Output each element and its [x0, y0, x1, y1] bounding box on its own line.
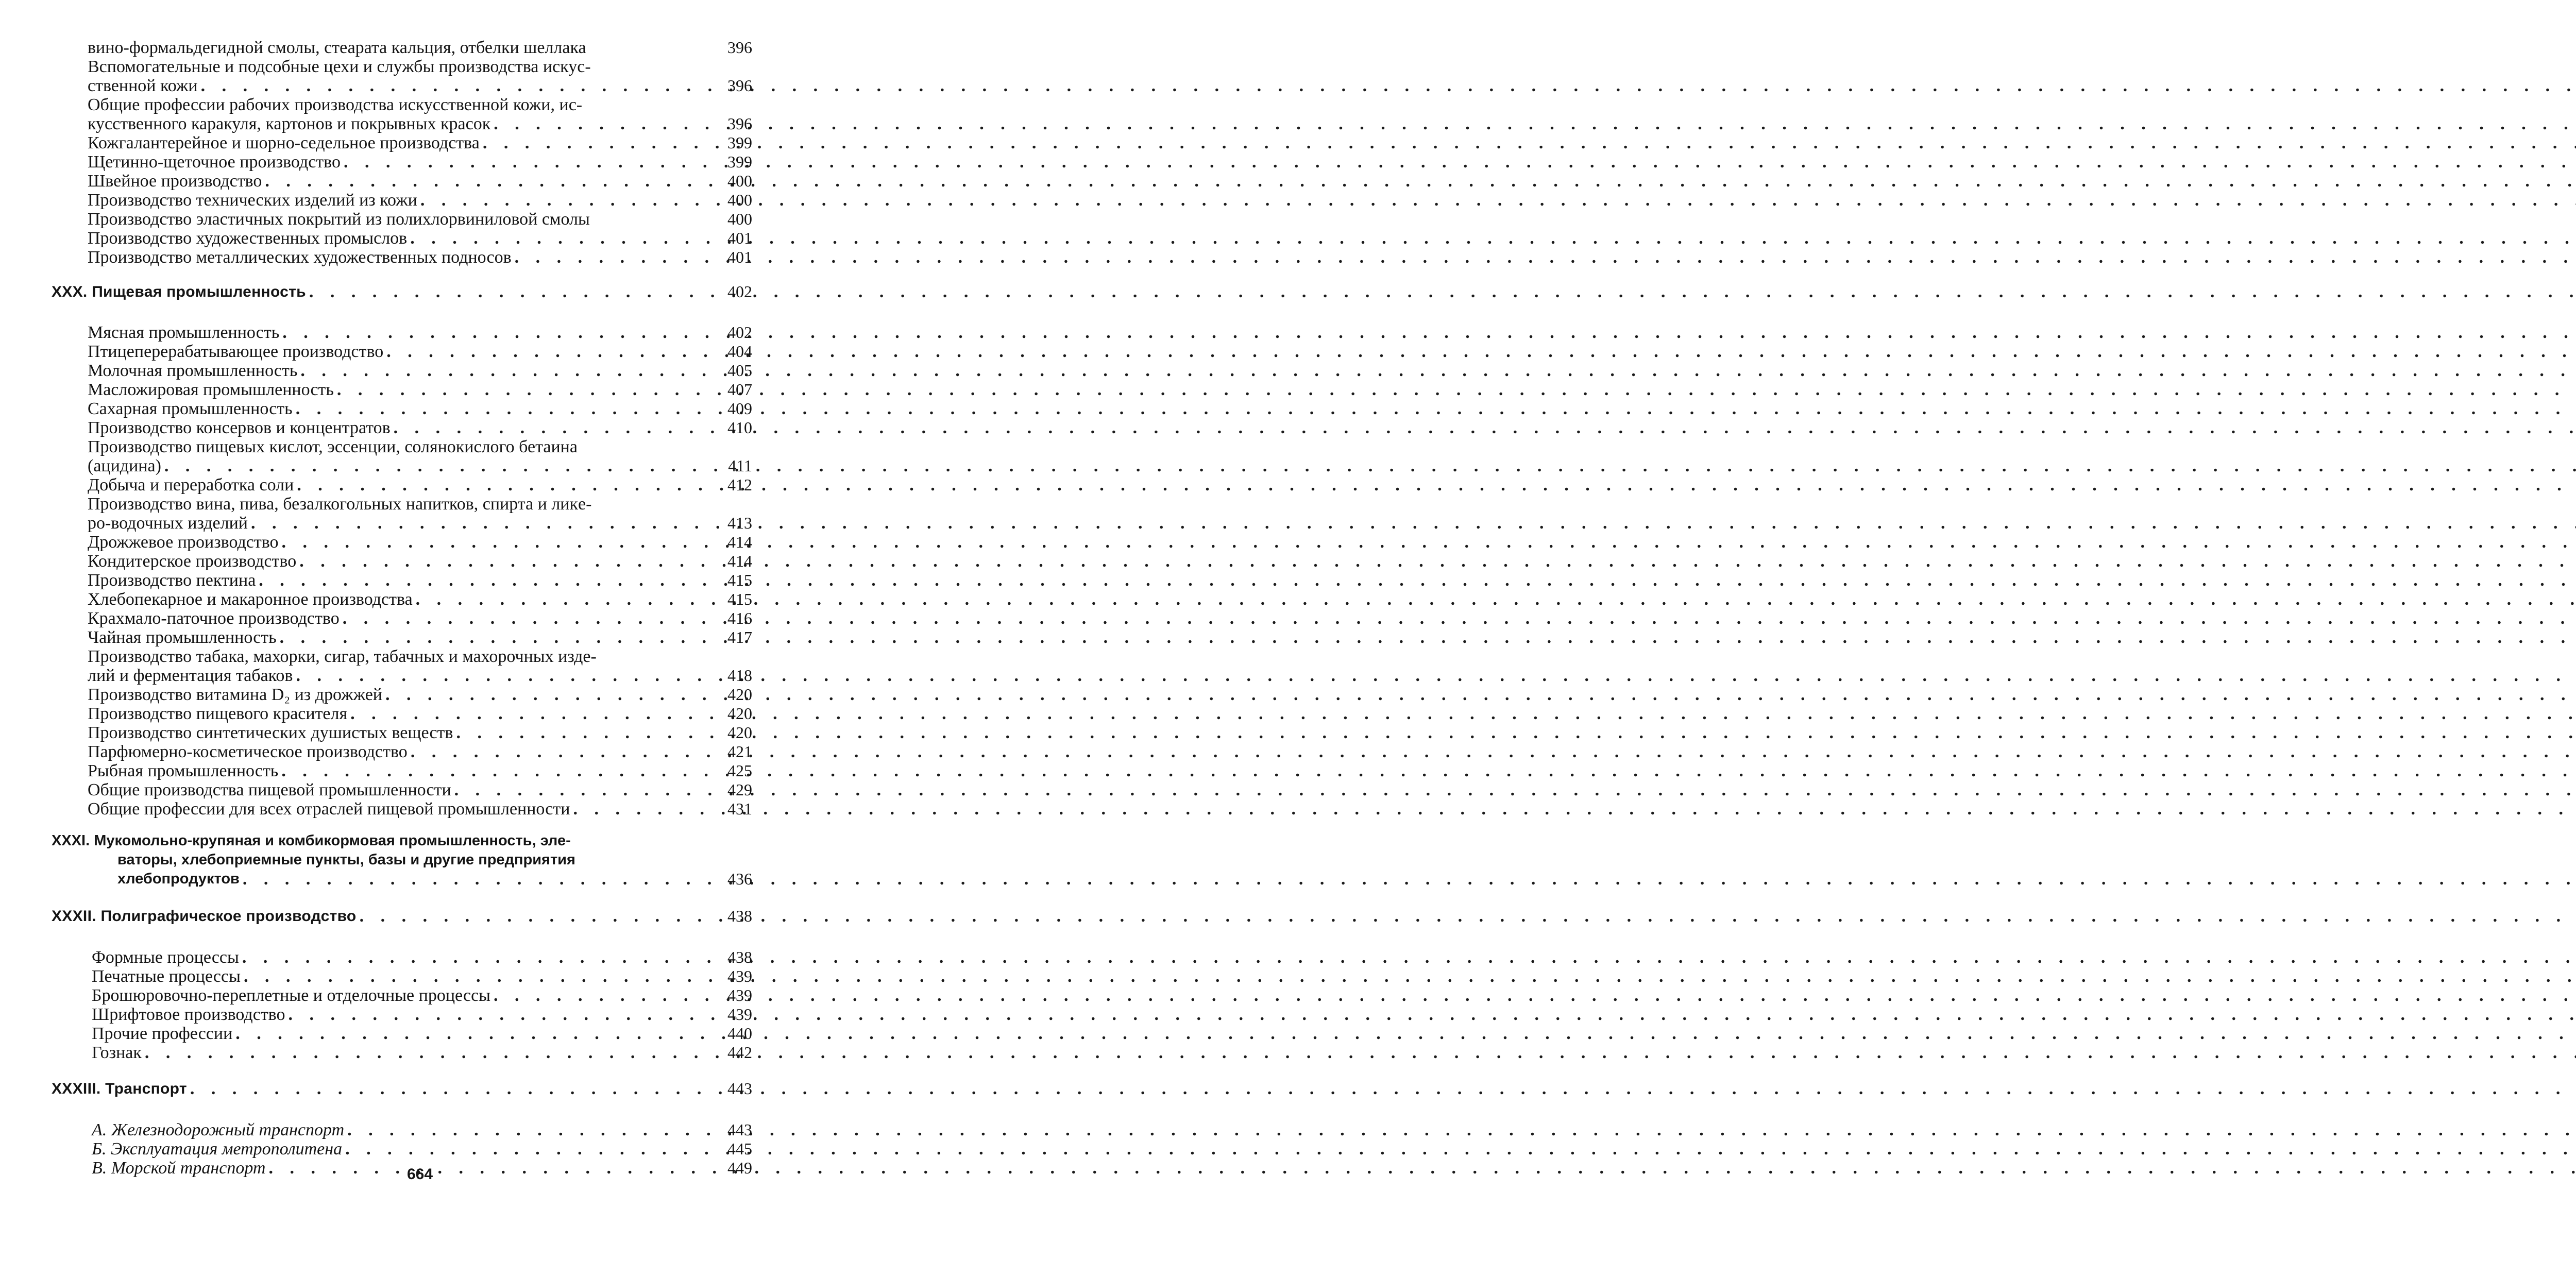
toc-page-number: 443 — [727, 1079, 752, 1098]
toc-page-number: 399 — [727, 152, 752, 171]
toc-entry — [88, 552, 706, 571]
toc-entry — [88, 456, 706, 475]
dot-leader — [347, 1120, 2576, 1139]
dot-leader — [337, 380, 2576, 399]
toc-entry-title: Шрифтовое производство — [92, 1005, 285, 1024]
toc-entry-title: кусственного каракуля, картонов и покрывных красок — [88, 114, 491, 133]
toc-entry — [88, 323, 706, 342]
toc-page-number: 440 — [727, 1024, 752, 1043]
toc-entry — [52, 831, 706, 850]
toc-entry — [92, 1043, 706, 1062]
toc-entry — [117, 850, 706, 870]
toc-page-number: 404 — [727, 342, 752, 361]
toc-entry-title: Производство художественных промыслов — [88, 229, 408, 248]
toc-entry — [88, 723, 706, 742]
dot-leader — [201, 76, 2576, 95]
toc-entry — [88, 210, 706, 229]
toc-entry — [92, 1139, 706, 1159]
toc-page-number: 449 — [727, 1159, 752, 1177]
dot-leader — [299, 552, 2576, 571]
toc-entry-title: ро-водочных изделий — [88, 514, 248, 533]
toc-entry-title: Производство синтетических душистых веществ — [88, 723, 453, 742]
toc-entry-title: Молочная промышленность — [88, 361, 298, 380]
toc-page-number: 429 — [727, 780, 752, 799]
toc-page-number: 414 — [727, 552, 752, 570]
dot-leader — [573, 799, 2576, 819]
toc-entry-title: Крахмало-паточное производство — [88, 609, 340, 628]
toc-entry — [88, 742, 706, 761]
dot-leader — [483, 133, 2576, 152]
toc-entry — [92, 1024, 706, 1043]
toc-page-number: 439 — [727, 1005, 752, 1024]
dot-leader — [242, 948, 2576, 967]
toc-page-number: 415 — [727, 571, 752, 589]
toc-entry-title: XXXI. Мукомольно-крупяная и комбикормовая промышленность, эле- — [52, 832, 571, 849]
toc-entry-title: Парфюмерно-косметическое производство — [88, 742, 408, 761]
toc-entry-title: Производство технических изделий из кожи — [88, 191, 417, 210]
toc-entry-title: Хлебопекарное и макаронное производства — [88, 590, 413, 609]
toc-page-number: 439 — [727, 986, 752, 1004]
toc-entry-title: ственной кожи — [88, 76, 198, 95]
dot-leader — [456, 723, 2576, 742]
toc-page-number: 401 — [727, 248, 752, 266]
toc-entry — [52, 907, 706, 926]
toc-page-number: 418 — [727, 666, 752, 685]
toc-entry — [88, 361, 706, 380]
toc-entry-title: Производство витамина D₂ из дрожжей — [88, 685, 383, 704]
toc-page-number: 414 — [727, 533, 752, 551]
toc-page-number: 439 — [727, 967, 752, 985]
toc-page-number: 436 — [727, 870, 752, 888]
dot-leader — [360, 907, 2576, 926]
toc-entry-title: Производство металлических художественных подносов — [88, 248, 512, 267]
toc-entry — [88, 114, 706, 133]
dot-leader — [164, 456, 2576, 475]
toc-entry — [88, 590, 706, 609]
toc-entry-title: Производство пищевых кислот, эссенции, солянокислого бетаина — [88, 437, 578, 456]
toc-entry-title: Добыча и переработка соли — [88, 475, 294, 495]
toc-entry-title: XXXII. Полиграфическое производство — [52, 908, 357, 925]
dot-leader — [345, 1139, 2576, 1159]
dot-leader — [386, 342, 2576, 361]
dot-leader — [309, 282, 2576, 301]
toc-entry-title: вино-формальдегидной смолы, стеарата кальция, отбелки шеллака — [88, 38, 586, 57]
toc-entry-title: Производство консервов и концентратов — [88, 418, 391, 437]
toc-entry-title: лий и ферментация табаков — [88, 666, 293, 685]
dot-leader — [282, 533, 2576, 552]
toc-entry — [92, 1005, 706, 1024]
toc-entry — [92, 986, 706, 1005]
dot-leader — [344, 152, 2576, 172]
dot-leader — [281, 761, 2576, 780]
dot-leader — [343, 609, 2576, 628]
toc-entry — [88, 76, 706, 95]
toc-entry — [88, 647, 706, 666]
toc-entry-title: Гознак — [92, 1043, 142, 1062]
toc-entry — [52, 282, 706, 301]
toc-page-number: 417 — [727, 628, 752, 646]
toc-entry — [88, 475, 706, 495]
toc-entry — [88, 380, 706, 399]
dot-leader — [296, 666, 2576, 685]
toc-page-number: 420 — [727, 723, 752, 742]
toc-entry-title: XXXIII. Транспорт — [52, 1080, 187, 1097]
toc-entry — [88, 133, 706, 152]
toc-page-number: 431 — [727, 799, 752, 818]
toc-entry-title: Дрожжевое производство — [88, 533, 279, 552]
dot-leader — [454, 780, 2576, 799]
toc-entry-title: Формные процессы — [92, 948, 239, 967]
toc-entry — [88, 399, 706, 418]
dot-leader — [265, 172, 2576, 191]
toc-page-number: 413 — [727, 514, 752, 532]
toc-entry — [88, 704, 706, 723]
toc-entry-title: Кожгалантерейное и шорно-седельное производства — [88, 133, 480, 152]
dot-leader — [190, 1079, 2576, 1098]
toc-page-number: 425 — [727, 761, 752, 780]
toc-entry-title: ваторы, хлебоприемные пункты, базы и другие предприятия — [117, 852, 575, 868]
toc-entry-title: Швейное производство — [88, 172, 262, 191]
toc-entry-title: Общие профессии рабочих производства искусственной кожи, ис- — [88, 95, 583, 114]
toc-page-number: 396 — [727, 38, 752, 57]
toc-page-number: 420 — [727, 685, 752, 704]
toc-entry — [88, 780, 706, 799]
toc-entry-title: Печатные процессы — [92, 967, 241, 986]
dot-leader — [515, 248, 2576, 267]
toc-entry-title: В. Морской транспорт — [92, 1159, 266, 1178]
toc-page-number: 401 — [727, 229, 752, 247]
dot-leader — [296, 399, 2576, 418]
toc-entry-title: Вспомогательные и подсобные цехи и службы производства искус- — [88, 57, 591, 76]
toc-entry — [88, 342, 706, 361]
dot-leader — [494, 986, 2576, 1005]
toc-entry — [88, 57, 706, 76]
dot-leader — [251, 514, 2576, 533]
toc-entry-title: Птицеперерабатывающее производство — [88, 342, 384, 361]
toc-page-number: 416 — [727, 609, 752, 627]
dot-leader — [350, 704, 2576, 723]
toc-entry-title: XXX. Пищевая промышленность — [52, 283, 306, 300]
toc-entry — [88, 152, 706, 172]
dot-leader — [385, 685, 2576, 704]
toc-entry — [88, 571, 706, 590]
dot-leader — [300, 361, 2576, 380]
toc-entry-title: Производство эластичных покрытий из полихлорвиниловой смолы — [88, 210, 590, 229]
toc-entry — [88, 437, 706, 456]
toc-entry-title: хлебопродуктов — [117, 871, 240, 887]
toc-page-number: 420 — [727, 704, 752, 723]
toc-entry-title: Кондитерское производство — [88, 552, 297, 571]
toc-page-number: 400 — [727, 210, 752, 228]
toc-entry — [88, 628, 706, 647]
document-page — [0, 0, 837, 1277]
toc-page-number: 443 — [727, 1120, 752, 1139]
toc-page-number: 421 — [727, 742, 752, 761]
dot-leader — [289, 1005, 2576, 1024]
toc-page-number: 438 — [727, 907, 752, 925]
toc-entry-title: Сахарная промышленность — [88, 399, 293, 418]
toc-entry — [88, 761, 706, 780]
toc-entry-title: Производство пектина — [88, 571, 256, 590]
toc-entry — [92, 948, 706, 967]
toc-page-number: 410 — [727, 418, 752, 437]
toc-page-number: 402 — [727, 282, 752, 301]
dot-leader — [282, 323, 2576, 342]
toc-entry-title: Прочие профессии — [92, 1024, 233, 1043]
toc-page-number: 438 — [727, 948, 752, 966]
toc-page-number: 400 — [727, 172, 752, 190]
toc-entry — [88, 799, 706, 819]
toc-entry — [88, 495, 706, 514]
toc-entry — [88, 418, 706, 437]
toc-entry-title: Общие профессии для всех отраслей пищевой промышленности — [88, 799, 570, 819]
toc-page-number: 400 — [727, 191, 752, 209]
toc-entry — [117, 870, 706, 889]
toc-entry — [88, 191, 706, 210]
toc-entry-title: Брошюровочно-переплетные и отделочные процессы — [92, 986, 490, 1005]
toc-entry — [52, 1079, 706, 1098]
dot-leader — [268, 1159, 2576, 1178]
toc-entry — [92, 967, 706, 986]
toc-page-number: 411 — [728, 456, 752, 475]
toc-entry — [88, 514, 706, 533]
toc-page-number: 402 — [727, 323, 752, 342]
dot-leader — [494, 114, 2576, 133]
toc-entry — [88, 533, 706, 552]
toc-entry — [88, 666, 706, 685]
dot-leader — [297, 475, 2576, 495]
toc-entry-title: Общие производства пищевой промышленности — [88, 780, 451, 799]
toc-entry-title: (ацидина) — [88, 456, 161, 475]
toc-entry-title: Б. Эксплуатация метрополитена — [92, 1139, 343, 1159]
toc-entry — [88, 248, 706, 267]
dot-leader — [145, 1043, 2576, 1062]
toc-page-number: 405 — [727, 361, 752, 380]
dot-leader — [259, 571, 2576, 590]
toc-entry — [88, 38, 706, 57]
toc-entry-title: Рыбная промышленность — [88, 761, 279, 780]
dot-leader — [244, 967, 2576, 986]
toc-page-number: 396 — [727, 76, 752, 95]
toc-page-number: 409 — [727, 399, 752, 418]
toc-entry — [92, 1120, 706, 1139]
toc-page-number: 399 — [727, 133, 752, 152]
toc-entry-title: Чайная промышленность — [88, 628, 277, 647]
dot-leader — [243, 870, 2576, 889]
toc-page-number: 396 — [727, 114, 752, 133]
toc-entry-title: Мясная промышленность — [88, 323, 280, 342]
toc-entry-title: Производство вина, пива, безалкогольных напитков, спирта и ликe- — [88, 495, 592, 514]
toc-entry-title: Производство табака, махорки, сигар, табачных и махорочных изде- — [88, 647, 597, 666]
toc-page-number: 415 — [727, 590, 752, 608]
toc-page-number: 412 — [727, 475, 752, 494]
toc-page-number: 445 — [727, 1139, 752, 1158]
dot-leader — [235, 1024, 2576, 1043]
toc-page-number: 407 — [727, 380, 752, 399]
toc-entry-title: Масложировая промышленность — [88, 380, 334, 399]
toc-entry-title: Производство пищевого красителя — [88, 704, 348, 723]
toc-entry — [88, 229, 706, 248]
page-number: 664 — [406, 1166, 433, 1183]
toc-entry — [88, 685, 706, 704]
toc-entry-title: Щетинно-щеточное производство — [88, 152, 341, 172]
toc-entry — [88, 609, 706, 628]
toc-entry — [88, 95, 706, 114]
toc-entry — [88, 172, 706, 191]
dot-leader — [280, 628, 2576, 647]
toc-page-number: 442 — [727, 1043, 752, 1062]
toc-entry-title: А. Железнодорожный транспорт — [92, 1120, 345, 1139]
